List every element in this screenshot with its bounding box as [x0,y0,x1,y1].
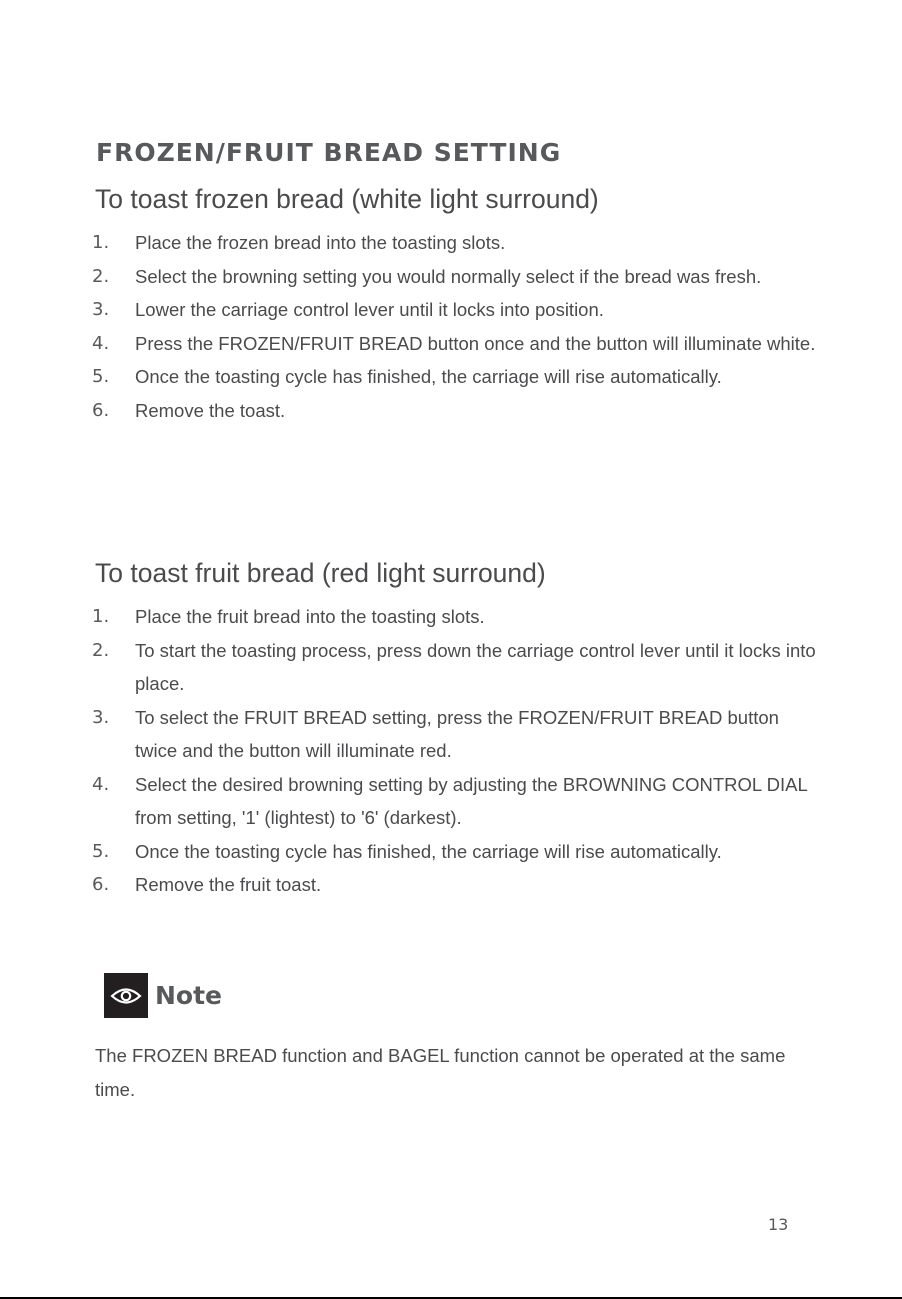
step-number: 1. [92,606,110,627]
step-number: 4. [92,773,110,795]
step-number: 2. [92,265,110,287]
eye-icon [104,973,148,1018]
frozen-bread-steps [0,226,825,427]
step-number: 3. [92,299,110,320]
step-number: 4. [92,332,110,354]
fruit-step [0,600,825,634]
step-number: 6. [92,874,110,895]
fruit-step [0,868,825,902]
section-heading: FROZEN/FRUIT BREAD SETTING [96,138,562,167]
step-number: 3. [92,706,110,728]
note-text: The FROZEN BREAD function and BAGEL function cannot be operated at the same time. [95,1045,786,1100]
frozen-step [0,327,825,361]
fruit-step [0,701,825,768]
step-text: Select the browning setting you would normally select if the bread was fresh. [135,265,762,287]
step-text: Press the FROZEN/FRUIT BREAD button once and the button will illuminate white. [135,332,816,354]
step-text: Select the desired browning setting by adjusting the BROWNING CONTROL DIAL from setting, '1' (lightest) to '6' (darkest). [135,773,808,828]
fruit-bread-steps [0,600,825,902]
frozen-step [0,293,825,327]
fruit-step [0,768,825,835]
step-text: Once the toasting cycle has finished, the carriage will rise automatically. [135,840,722,862]
step-text: To start the toasting process, press down the carriage control lever until it locks into place. [135,639,816,694]
note-title: Note [155,981,223,1010]
step-text: Remove the fruit toast. [135,874,322,895]
step-text: To select the FRUIT BREAD setting, press the FROZEN/FRUIT BREAD button twice and the button will illuminate red. [135,706,779,761]
frozen-step [0,260,825,294]
frozen-step [0,394,825,428]
step-number: 1. [92,232,110,253]
eye-icon-graphic [110,986,142,1006]
frozen-step [0,360,825,394]
page-number: 13 [768,1215,789,1234]
fruit-step [0,634,825,701]
step-number: 5. [92,840,110,862]
step-text: Place the fruit bread into the toasting slots. [135,606,485,627]
step-number: 2. [92,639,110,661]
note-header [104,973,222,1018]
fruit-bread-subheading: To toast fruit bread (red light surround) [95,558,546,588]
step-text: Lower the carriage control lever until it locks into position. [135,299,604,320]
step-text: Remove the toast. [135,399,286,421]
step-text: Once the toasting cycle has finished, the carriage will rise automatically. [135,366,722,387]
step-text: Place the frozen bread into the toasting slots. [135,232,506,253]
frozen-bread-subheading: To toast frozen bread (white light surround) [95,184,599,214]
step-number: 6. [92,399,110,421]
step-number: 5. [92,366,110,387]
fruit-step [0,835,825,869]
frozen-step [0,226,825,260]
